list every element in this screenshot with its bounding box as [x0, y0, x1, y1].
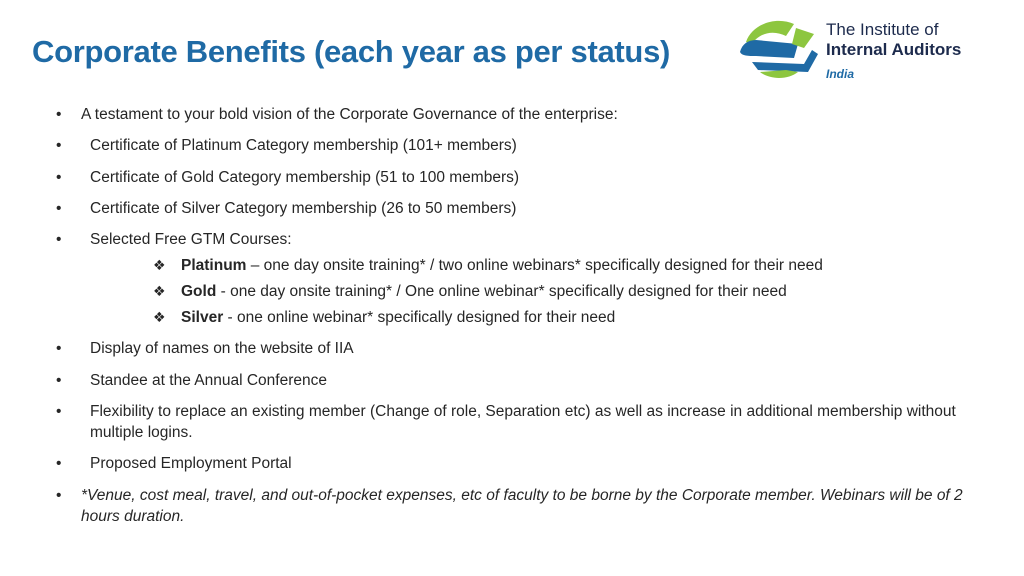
- gtm-course-list: [90, 255, 986, 328]
- list-item-text: Selected Free GTM Courses:: [90, 231, 292, 249]
- list-item-text: Certificate of Platinum Category membership (101+ members): [90, 137, 517, 155]
- bullet-icon: •: [56, 199, 62, 217]
- benefits-list: [56, 104, 986, 537]
- logo-line-1: The Institute of: [826, 20, 939, 39]
- bullet-icon: •: [56, 106, 62, 123]
- tier-detail: – one day onsite training* / two online webinars* specifically designed for their need: [246, 257, 823, 275]
- diamond-bullet-icon: ❖: [153, 257, 166, 274]
- list-item-text: Display of names on the website of IIA: [90, 340, 354, 358]
- list-item: [56, 370, 986, 391]
- list-item-text: Flexibility to replace an existing member (Change of role, Separation etc) as well as increase in additional membership without multiple logins.: [90, 403, 956, 442]
- list-item: [56, 135, 986, 156]
- list-item: [56, 338, 986, 359]
- bullet-icon: •: [56, 455, 62, 473]
- slide-title: Corporate Benefits (each year as per status): [32, 34, 671, 69]
- logo-line-2: Internal Auditors: [826, 40, 962, 59]
- logo-line-3: India: [826, 67, 855, 81]
- bullet-icon: •: [56, 340, 62, 358]
- gtm-course-gold: [90, 281, 986, 302]
- list-item-text: Proposed Employment Portal: [90, 455, 292, 473]
- bullet-icon: •: [56, 486, 62, 504]
- list-item: [56, 167, 986, 188]
- list-item-text: Standee at the Annual Conference: [90, 371, 327, 389]
- list-item: [56, 229, 986, 328]
- bullet-icon: •: [56, 168, 62, 186]
- list-item: [56, 401, 986, 443]
- list-item: [56, 198, 986, 219]
- diamond-bullet-icon: ❖: [153, 283, 166, 300]
- list-item-text: Certificate of Silver Category membership (26 to 50 members): [90, 199, 517, 217]
- diamond-bullet-icon: ❖: [153, 309, 166, 326]
- bullet-icon: •: [56, 231, 62, 249]
- list-item: [56, 453, 986, 474]
- tier-label: Silver: [181, 309, 224, 327]
- gtm-course-silver: [90, 307, 986, 328]
- iia-india-logo: [734, 14, 1004, 82]
- tier-label: Platinum: [181, 257, 247, 275]
- globe-logo-icon: [734, 14, 820, 82]
- tier-label: Gold: [181, 283, 217, 301]
- tier-detail: - one online webinar* specifically designed for their need: [223, 309, 616, 327]
- footnote-text: *Venue, cost meal, travel, and out-of-pocket expenses, etc of faculty to be borne by the Corporate member. Webinars will be of 2 hours duration.: [81, 486, 963, 525]
- list-item-text: A testament to your bold vision of the Corporate Governance of the enterprise:: [81, 106, 618, 123]
- tier-detail: - one day onsite training* / One online webinar* specifically designed for their need: [216, 283, 787, 301]
- bullet-icon: •: [56, 371, 62, 389]
- list-item: [56, 485, 986, 527]
- list-item: [56, 104, 986, 125]
- list-item-text: Certificate of Gold Category membership (51 to 100 members): [90, 168, 520, 186]
- bullet-icon: •: [56, 403, 62, 421]
- gtm-course-platinum: [90, 255, 986, 276]
- bullet-icon: •: [56, 137, 62, 155]
